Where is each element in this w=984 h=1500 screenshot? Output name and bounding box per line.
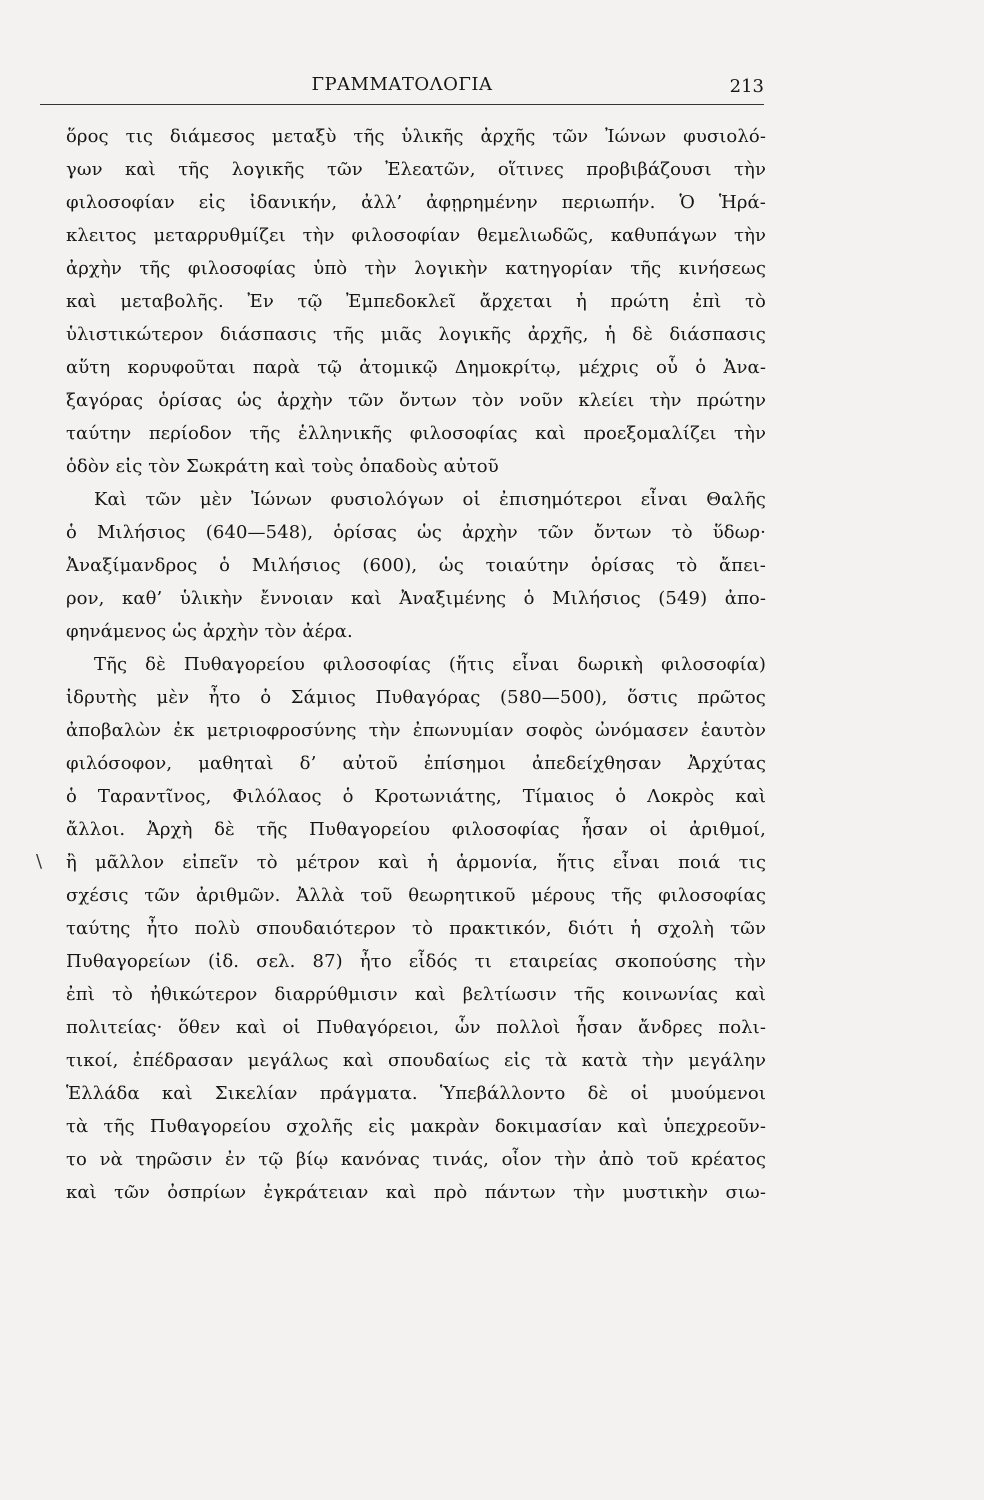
text-line: πολιτείας· ὅθεν καὶ οἱ Πυθαγόρειοι, ὧν πολλοὶ ἦσαν ἄνδρες πολι-: [66, 1017, 766, 1038]
text-line: γων καὶ τῆς λογικῆς τῶν Ἐλεατῶν, οἵτινες προβιβάζουσι τὴν: [66, 159, 766, 180]
text-line: το νὰ τηρῶσιν ἐν τῷ βίῳ κανόνας τινάς, οἷον τὴν ἀπὸ τοῦ κρέατος: [66, 1149, 766, 1170]
text-line: ὁ Μιλήσιος (640—548), ὁρίσας ὡς ἀρχὴν τῶν ὄντων τὸ ὕδωρ·: [66, 522, 766, 543]
text-line: ρον, καθ’ ὑλικὴν ἔννοιαν καὶ Ἀναξιμένης ὁ Μιλήσιος (549) ἀπο-: [66, 588, 766, 609]
text-line: ἄλλοι. Ἀρχὴ δὲ τῆς Πυθαγορείου φιλοσοφίας ἦσαν οἱ ἀριθμοί,: [66, 819, 766, 840]
body-text: [66, 120, 766, 1209]
text-line: σχέσις τῶν ἀριθμῶν. Ἀλλὰ τοῦ θεωρητικοῦ μέρους τῆς φιλοσοφίας: [66, 885, 766, 906]
text-line: φιλόσοφον, μαθηταὶ δ’ αὐτοῦ ἐπίσημοι ἀπεδείχθησαν Ἀρχύτας: [66, 753, 766, 774]
text-line: ὑλιστικώτερον διάσπασις τῆς μιᾶς λογικῆς ἀρχῆς, ἡ δὲ διάσπασις: [66, 324, 766, 345]
page-number: 213: [729, 76, 764, 97]
text-line: ἀρχὴν τῆς φιλοσοφίας ὑπὸ τὴν λογικὴν κατηγορίαν τῆς κινήσεως: [66, 258, 766, 279]
running-title: ΓΡΑΜΜΑΤΟΛΟΓΙΑ: [311, 74, 493, 95]
text-line: Τῆς δὲ Πυθαγορείου φιλοσοφίας (ἥτις εἶναι δωρικὴ φιλοσοφία): [94, 654, 766, 675]
text-line: κλειτος μεταρρυθμίζει τὴν φιλοσοφίαν θεμελιωδῶς, καθυπάγων τὴν: [66, 225, 766, 246]
text-line: ξαγόρας ὁρίσας ὡς ἀρχὴν τῶν ὄντων τὸν νοῦν κλείει τὴν πρώτην: [66, 390, 766, 411]
running-head: [40, 70, 764, 105]
text-line: Ἑλλάδα καὶ Σικελίαν πράγματα. Ὑπεβάλλοντο δὲ οἱ μυούμενοι: [66, 1083, 766, 1104]
text-line: ἱδρυτὴς μὲν ἦτο ὁ Σάμιος Πυθαγόρας (580—500), ὅστις πρῶτος: [66, 687, 766, 708]
text-line: ταύτην περίοδον τῆς ἑλληνικῆς φιλοσοφίας καὶ προεξομαλίζει τὴν: [66, 423, 766, 444]
text-line: καὶ μεταβολῆς. Ἐν τῷ Ἐμπεδοκλεῖ ἄρχεται ἡ πρώτη ἐπὶ τὸ: [66, 291, 766, 312]
text-line: ὁδὸν εἰς τὸν Σωκράτη καὶ τοὺς ὀπαδοὺς αὐτοῦ: [66, 456, 499, 477]
text-line: τὰ τῆς Πυθαγορείου σχολῆς εἰς μακρὰν δοκιμασίαν καὶ ὑπεχρεοῦν-: [66, 1116, 766, 1137]
text-line: ἀποβαλὼν ἐκ μετριοφροσύνης τὴν ἐπωνυμίαν σοφὸς ὠνόμασεν ἑαυτὸν: [66, 720, 766, 741]
text-line: ὁ Ταραντῖνος, Φιλόλαος ὁ Κροτωνιάτης, Τίμαιος ὁ Λοκρὸς καὶ: [66, 786, 766, 807]
text-line: ταύτης ἦτο πολὺ σπουδαιότερον τὸ πρακτικόν, διότι ἡ σχολὴ τῶν: [66, 918, 766, 939]
text-line: φηνάμενος ὡς ἀρχὴν τὸν ἀέρα.: [66, 621, 353, 642]
text-line: ἐπὶ τὸ ἠθικώτερον διαρρύθμισιν καὶ βελτίωσιν τῆς κοινωνίας καὶ: [66, 984, 766, 1005]
text-line: καὶ τῶν ὀσπρίων ἐγκράτειαν καὶ πρὸ πάντων τὴν μυστικὴν σιω-: [66, 1182, 766, 1203]
margin-mark: \: [36, 851, 43, 872]
text-line: Πυθαγορείων (ἰδ. σελ. 87) ἦτο εἶδός τι εταιρείας σκοπούσης τὴν: [66, 951, 766, 972]
text-line: ὅρος τις διάμεσος μεταξὺ τῆς ὑλικῆς ἀρχῆς τῶν Ἰώνων φυσιολό-: [66, 126, 766, 147]
text-line: ἢ μᾶλλον εἰπεῖν τὸ μέτρον καὶ ἡ ἁρμονία, ἥτις εἶναι ποιά τις: [66, 852, 766, 873]
text-line: τικοί, ἐπέδρασαν μεγάλως καὶ σπουδαίως εἰς τὰ κατὰ τὴν μεγάλην: [66, 1050, 766, 1071]
text-line: Ἀναξίμανδρος ὁ Μιλήσιος (600), ὡς τοιαύτην ὁρίσας τὸ ἄπει-: [66, 555, 766, 576]
text-line: Καὶ τῶν μὲν Ἰώνων φυσιολόγων οἱ ἐπισημότεροι εἶναι Θαλῆς: [94, 489, 766, 510]
text-line: αὕτη κορυφοῦται παρὰ τῷ ἀτομικῷ Δημοκρίτῳ, μέχρις οὗ ὁ Ἀνα-: [66, 357, 766, 378]
text-line: φιλοσοφίαν εἰς ἰδανικήν, ἀλλ’ ἀφῃρημένην περιωπήν. Ὁ Ἡρά-: [66, 192, 766, 213]
